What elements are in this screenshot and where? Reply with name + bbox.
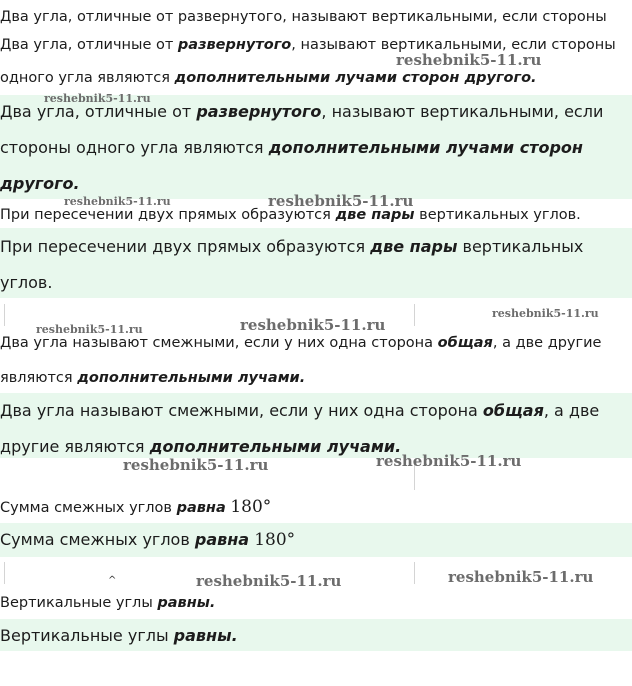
- adjacent-def-line-2: [0, 370, 305, 386]
- emphasis: дополнительными лучами.: [149, 437, 402, 456]
- emphasis: две пары: [370, 237, 458, 256]
- watermark: reshebnik5-11.ru: [240, 316, 386, 334]
- emphasis: развернутого: [196, 102, 322, 121]
- vertical-def-large-line-3: [0, 174, 80, 193]
- adjacent-def-large-line-1: [0, 401, 599, 420]
- text: Сумма смежных углов: [0, 500, 177, 516]
- text: углов.: [0, 273, 53, 292]
- text: , называют вертикальными, если: [321, 102, 604, 121]
- intersection-large-line-2: [0, 273, 52, 292]
- text: являются: [0, 370, 78, 386]
- emphasis: две пары: [335, 207, 415, 223]
- adjacent-sum-line: [0, 497, 271, 517]
- emphasis: дополнительными лучами сторон другого.: [174, 70, 537, 86]
- emphasis: другого.: [0, 174, 80, 193]
- text: стороны одного угла являются: [0, 138, 269, 157]
- emphasis: равны.: [173, 626, 238, 645]
- vertical-def-large-line-2: [0, 138, 583, 157]
- watermark: reshebnik5-11.ru: [376, 452, 522, 470]
- adjacent-sum-large-line: [0, 530, 295, 550]
- watermark: reshebnik5-11.ru: [492, 307, 599, 320]
- separator-tick: [4, 562, 5, 584]
- separator-tick: [4, 304, 5, 326]
- intersection-large-line-1: [0, 237, 583, 256]
- degree-value: 180°: [230, 497, 272, 517]
- vertical-equal-large-line: [0, 626, 238, 645]
- text: , а две другие: [492, 335, 602, 351]
- emphasis: равна: [194, 530, 250, 549]
- watermark: reshebnik5-11.ru: [448, 568, 594, 586]
- vertical-def-cut-line: Два угла, отличные от развернутого, называют вертикальными, если стороны: [0, 9, 607, 25]
- text: другие являются: [0, 437, 150, 456]
- text: Вертикальные углы: [0, 595, 158, 611]
- text: При пересечении двух прямых образуются: [0, 237, 371, 256]
- degree-value: 180°: [254, 530, 296, 550]
- vertical-def-line-2: [0, 70, 537, 86]
- separator-tick: [414, 304, 415, 326]
- adjacent-def-line-1: [0, 335, 601, 351]
- separator-tick: [414, 562, 415, 584]
- text: Два угла называют смежными, если у них одна сторона: [0, 401, 483, 420]
- watermark: reshebnik5-11.ru: [36, 323, 143, 336]
- text: Сумма смежных углов: [0, 530, 195, 549]
- emphasis: развернутого: [177, 37, 292, 53]
- emphasis: общая: [437, 335, 493, 351]
- text: Вертикальные углы: [0, 626, 174, 645]
- emphasis: дополнительными лучами сторон: [268, 138, 583, 157]
- vertical-equal-line: [0, 595, 215, 611]
- emphasis: равна: [176, 500, 226, 516]
- watermark: reshebnik5-11.ru: [123, 456, 269, 474]
- text: одного угла являются: [0, 70, 175, 86]
- text: вертикальных: [457, 237, 584, 256]
- emphasis: общая: [482, 401, 544, 420]
- watermark: reshebnik5-11.ru: [268, 192, 414, 210]
- text: Два угла называют смежными, если у них одна сторона: [0, 335, 438, 351]
- text: , а две: [543, 401, 600, 420]
- text: вертикальных углов.: [414, 207, 581, 223]
- watermark: reshebnik5-11.ru: [396, 51, 542, 69]
- text: Два угла, отличные от: [0, 102, 197, 121]
- caret-mark: ^: [108, 575, 117, 586]
- text: Два угла, отличные от: [0, 37, 178, 53]
- watermark: reshebnik5-11.ru: [44, 92, 151, 105]
- text: При пересечении двух прямых образуются: [0, 207, 336, 223]
- emphasis: дополнительными лучами.: [77, 370, 306, 386]
- text: , называют вертикальными, если стороны: [291, 37, 616, 53]
- watermark: reshebnik5-11.ru: [64, 195, 171, 208]
- emphasis: равны.: [157, 595, 216, 611]
- adjacent-def-large-line-2: [0, 437, 401, 456]
- watermark: reshebnik5-11.ru: [196, 572, 342, 590]
